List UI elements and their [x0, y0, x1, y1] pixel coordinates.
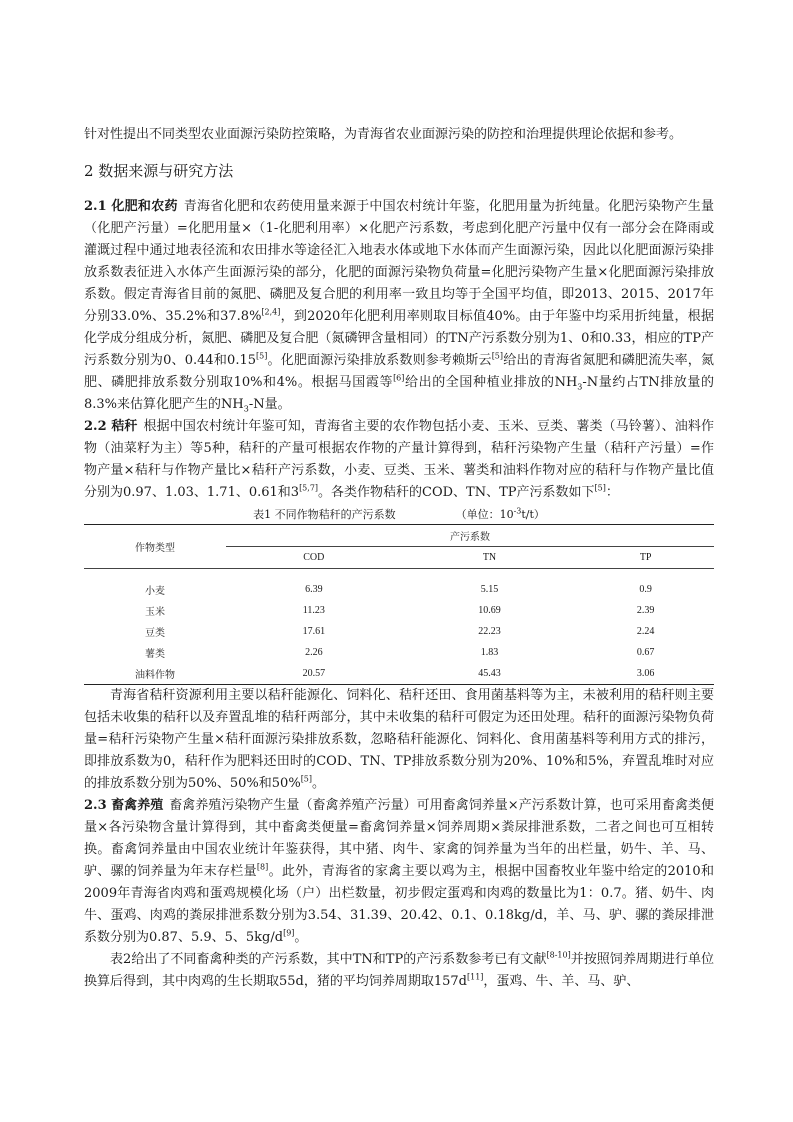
- s23-text-b: 。此外，青海省的家禽主要以鸡为主，根据中国畜牧业年鉴中给定的2010和2009年青海省肉鸡和蛋鸡规模化场（户）出栏数量，初步假定蛋鸡和肉鸡的数量比为1：0.7。猪、奶牛、肉牛、蛋鸡、肉鸡的粪尿排泄系数分别为3.54、31.39、20.42、0.1、0.18kg/d，羊、马、驴、骡的粪尿排泄系数分别为0.87、5.9、5、5kg/d: [84, 863, 714, 945]
- cell-crop: 薯类: [145, 648, 165, 660]
- table-1-caption: [84, 506, 714, 524]
- col-header-cod: COD: [226, 547, 402, 569]
- cell-tn: 22.23: [478, 625, 501, 637]
- col-header-tn: TN: [402, 547, 578, 569]
- cell-crop: 油料作物: [84, 663, 226, 685]
- table-row: [84, 600, 714, 621]
- table-row: [84, 579, 714, 600]
- table-2-intro-paragraph: [84, 949, 714, 993]
- table-1-unit: [456, 508, 545, 521]
- table-spacer: [84, 569, 714, 579]
- citation: [5,7]: [299, 483, 319, 493]
- table-row: [84, 663, 714, 685]
- cell-tp: 0.67: [636, 646, 655, 658]
- cell-cod: 17.61: [302, 625, 326, 637]
- section-2-1-paragraph: [84, 196, 714, 416]
- citation: [5]: [491, 351, 504, 361]
- col-header-tp: TP: [577, 547, 714, 569]
- cell-crop: 玉米: [145, 606, 165, 618]
- unit-sup: -3: [513, 506, 522, 516]
- cell-crop: 小麦: [145, 585, 165, 597]
- cell-tn: 45.43: [402, 663, 578, 685]
- cell-tp: 2.24: [636, 625, 655, 637]
- s21-text-c: 。化肥面源污染排放系数则参考赖斯云: [267, 353, 492, 368]
- s23-text-a: 畜禽养殖污染物产生量（畜禽养殖产污量）可用畜禽饲养量×产污系数计算，也可采用畜禽类便量×各污染物含量计算得到，其中畜禽类便量=畜禽饲养量×饲养周期×粪尿排泄系数，二者之间也可互相转换。畜禽饲养量由中国农业统计年鉴获得，其中猪、肉牛、家禽的饲养量为当年的出栏量，奶牛、羊、马、驴、骡的饲养量为年末存栏量: [84, 797, 714, 879]
- s21-text-b: ，到2020年化肥利用率则取目标值40%。由于年鉴中均采用折纯量，根据化学成分组成分析，氮肥、磷肥及复合肥（氮磷钾含量相同）的TN产污系数分别为1、0和0.33，相应的TP产污系数分别为0、0.44和0.15: [84, 309, 714, 368]
- col-header-crop: 作物类型: [84, 525, 226, 569]
- cell-cod: 20.57: [226, 663, 402, 685]
- cell-tp: 0.9: [639, 583, 652, 595]
- section-2-3-heading: 2.3 畜禽养殖: [84, 797, 164, 813]
- table-row: [84, 621, 714, 642]
- citation: [9]: [283, 928, 295, 938]
- unit-prefix: （单位：10: [455, 508, 514, 521]
- cell-tp: 3.06: [577, 663, 714, 685]
- subscript: 3: [243, 404, 249, 414]
- citation: [8-10]: [546, 950, 571, 960]
- citation: [2,4]: [261, 307, 281, 317]
- cell-tn: 5.15: [480, 583, 499, 595]
- section-2-title: 2 数据来源与研究方法: [84, 162, 234, 180]
- citation: [5]: [256, 351, 268, 361]
- s21-text-e: 给出的全国种植业排放的NH: [404, 375, 578, 390]
- unit-suffix: t/t）: [521, 508, 545, 521]
- straw-text-a: 青海省秸秆资源利用主要以秸秆能源化、饲料化、秸秆还田、食用菌基料等为主，未被利用的秸秆则主要包括未收集的秸秆以及弃置乱堆的秸秆两部分，其中未收集的秸秆可假定为还田处理。秸秆的面源污染物负荷量=秸秆污染物产生量×秸秆面源污染排放系数，忽略秸秆能源化、饲料化、食用菌基料等利用方式的排污，即排放系数为0，秸秆作为肥料还田时的COD、TN、TP排放系数分别为20%、10%和5%，弃置乱堆时对应的排放系数分别为50%、50%和50%: [84, 687, 714, 791]
- table-header-row: [84, 525, 714, 547]
- section-2-3-paragraph: [84, 795, 714, 949]
- intro-tail-paragraph: 针对性提出不同类型农业面源污染防控策略，为青海省农业面源污染的防控和治理提供理论依据和参考。: [84, 127, 683, 142]
- cell-tp: 2.39: [636, 604, 655, 616]
- citation: [5]: [300, 774, 313, 784]
- citation: [8]: [256, 862, 269, 872]
- s23-text-c: 。: [294, 929, 308, 945]
- cell-crop: 豆类: [145, 627, 165, 639]
- cell-tn: 10.69: [478, 604, 501, 616]
- s21-text-g: -N量。: [248, 397, 291, 412]
- subscript: 3: [577, 382, 583, 392]
- s22-text-c: ：: [605, 485, 619, 500]
- s21-text-f: -N量约占TN排放量的8.3%来估算化肥产生的NH: [84, 375, 714, 412]
- s21-text-a: 青海省化肥和农药使用量来源于中国农村统计年鉴，化肥用量为折纯量。化肥污染物产生量（化肥产污量）=化肥用量×（1-化肥利用率）×化肥产污系数，考虑到化肥产污量中仅有一部分会在降雨或灌溉过程中通过地表径流和农田排水等途径汇入地表水体或地下水体而产生面源污染，因此以化肥面源污染排放系数表征进入水体产生面源污染的部分，化肥的面源污染物负荷量=化肥污染物产生量×化肥面源污染排放系数。假定青海省目前的氮肥、磷肥及复合肥的利用率一致且均等于全国平均值，即2013、2015、2017年分别33.0%、35.2%和37.8%: [84, 199, 714, 324]
- cell-cod: 11.23: [302, 604, 325, 616]
- s22-text-a: 根据中国农村统计年鉴可知，青海省主要的农作物包括小麦、玉米、豆类、薯类（马铃薯）、油料作物（油菜籽为主）等5种，秸秆的产量可根据农作物的产量计算得到，秸秆污染物产生量（秸秆产污量）=作物产量×秸秆与作物产量比×秸秆产污系数，小麦、豆类、玉米、薯类和油料作物对应的秸秆与作物产量比值分别为0.97、1.03、1.71、0.61和3: [84, 419, 714, 500]
- section-2-2-heading: 2.2 秸秆: [84, 419, 138, 434]
- section-2-2-paragraph: [84, 416, 714, 504]
- cell-cod: 6.39: [305, 583, 323, 595]
- table-1: [84, 524, 714, 685]
- section-2-1-heading: 2.1 化肥和农药: [84, 199, 178, 214]
- straw-emission-paragraph: [84, 685, 714, 795]
- s21-text-d: 给出的青海省氮肥和磷肥流失率，氮肥、磷肥排放系数分别取10%和4%。根据马国霞等: [84, 353, 714, 390]
- s22-text-b: 。各类作物秸秆的COD、TN、TP产污系数如下: [318, 485, 595, 500]
- citation: [11]: [467, 972, 484, 982]
- col-header-group: 产污系数: [226, 525, 714, 547]
- citation: [6]: [393, 373, 405, 383]
- cell-cod: 2.26: [305, 646, 323, 658]
- last-text-c: ，蛋鸡、牛、羊、马、驴、: [483, 973, 640, 989]
- last-text-b: 并按照饲养周期进行单位换算后得到，其中肉鸡的生长期取55d，猪的平均饲养周期取157d: [84, 951, 714, 989]
- table-row: [84, 642, 714, 663]
- last-text-a: 表2给出了不同畜禽种类的产污系数，其中TN和TP的产污系数参考已有文献: [110, 951, 547, 967]
- paper-page: [84, 124, 714, 993]
- straw-text-b: 。: [312, 775, 326, 791]
- citation: [5]: [594, 483, 606, 493]
- cell-tn: 1.83: [480, 646, 499, 658]
- table-1-title: 表1 不同作物秸秆的产污系数: [253, 508, 396, 521]
